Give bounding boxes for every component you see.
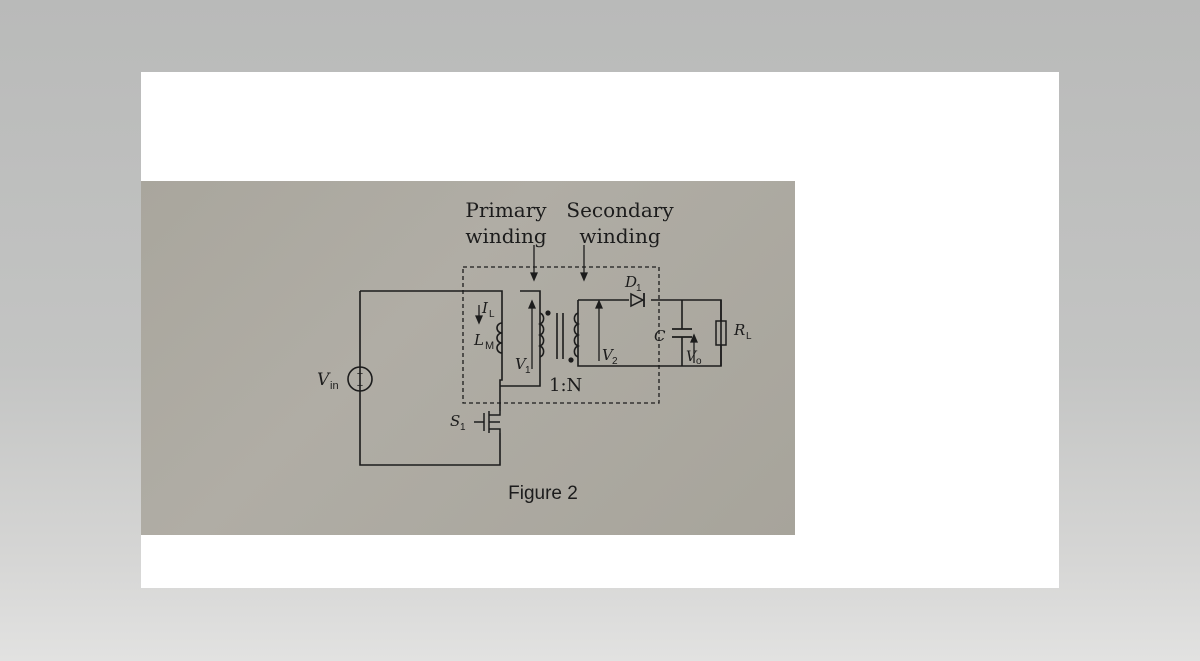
mosfet-switch-symbol bbox=[474, 411, 500, 433]
figure-caption: Figure 2 bbox=[508, 483, 578, 504]
secondary-label-line2: winding bbox=[579, 224, 661, 248]
circuit-photo bbox=[141, 181, 795, 535]
primary-pointer-head bbox=[531, 273, 537, 280]
v2-label-subscript: 2 bbox=[612, 356, 618, 367]
vo-label: V bbox=[686, 349, 697, 365]
primary-label-line2: winding bbox=[465, 224, 547, 248]
secondary-pointer-head bbox=[581, 273, 587, 280]
v1-arrow-head bbox=[529, 301, 535, 308]
vin-label: V bbox=[317, 370, 330, 390]
il-label: I bbox=[482, 299, 488, 317]
vo-label-subscript: o bbox=[696, 356, 702, 367]
source-plus-sign: + bbox=[356, 368, 364, 380]
flyback-converter-schematic bbox=[141, 181, 795, 535]
secondary-polarity-dot bbox=[568, 357, 573, 362]
v2-label: V bbox=[602, 346, 613, 364]
d1-label: D bbox=[625, 273, 638, 291]
v1-label: V bbox=[515, 355, 526, 373]
vin-label-subscript: in bbox=[330, 380, 339, 392]
wire-primary-top bbox=[360, 291, 502, 411]
v1-label-subscript: 1 bbox=[525, 365, 531, 376]
primary-label-line1: Primary bbox=[465, 198, 547, 222]
lm-label: L bbox=[474, 331, 484, 349]
vo-arrow-head bbox=[691, 335, 697, 342]
lm-label-subscript: M bbox=[485, 340, 495, 352]
load-resistor-label-subscript: L bbox=[746, 331, 752, 342]
turns-ratio-label: 1:N bbox=[549, 375, 583, 396]
switch-label: S bbox=[450, 412, 461, 430]
switch-label-subscript: 1 bbox=[460, 422, 466, 433]
source-minus-sign: − bbox=[356, 380, 364, 392]
load-resistor-label: R bbox=[734, 321, 746, 339]
il-arrow-head bbox=[476, 316, 482, 323]
v2-arrow-head bbox=[596, 301, 602, 308]
diode-symbol bbox=[631, 294, 643, 306]
primary-polarity-dot bbox=[545, 310, 550, 315]
secondary-label-line1: Secondary bbox=[566, 198, 674, 222]
capacitor-label: C bbox=[654, 327, 666, 345]
wire-secondary-bottom bbox=[578, 300, 662, 366]
d1-label-subscript: 1 bbox=[636, 283, 642, 294]
il-label-subscript: L bbox=[489, 309, 495, 320]
circuit-wires bbox=[360, 291, 721, 465]
